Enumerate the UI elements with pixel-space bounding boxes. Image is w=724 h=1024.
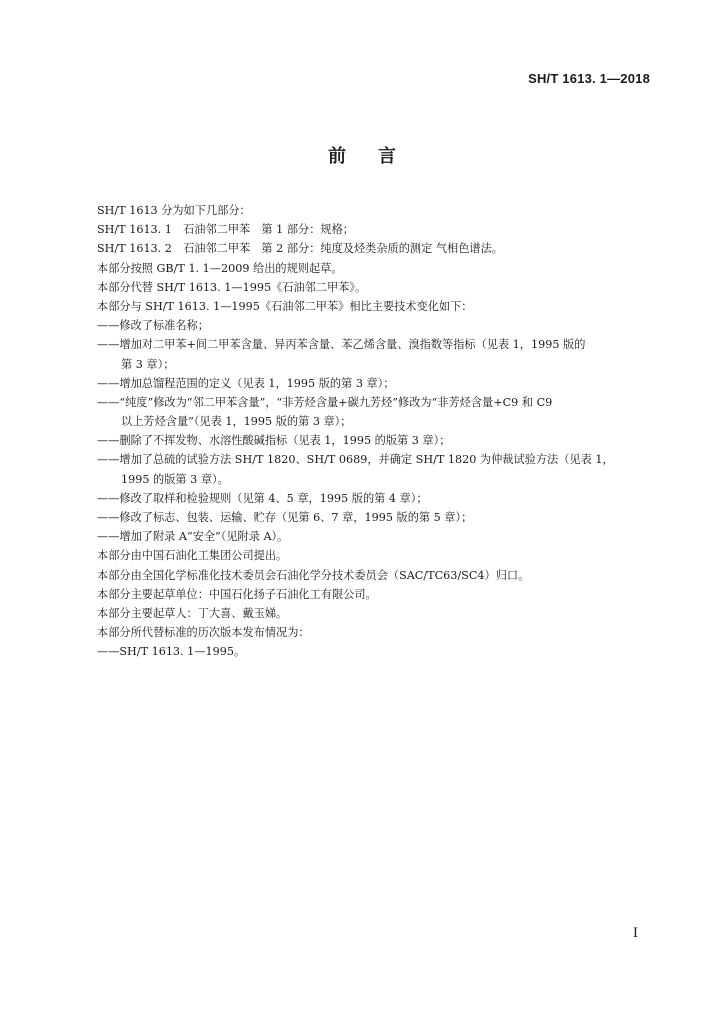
paragraph-replaces: 本部分代替 SH/T 1613. 1—1995《石油邻二甲苯》。	[97, 280, 367, 294]
standard-code: SH/T 1613. 1—2018	[528, 71, 650, 86]
paragraph-drafters: 本部分主要起草人：丁大喜、戴玉娣。	[97, 606, 288, 620]
change-item	[97, 508, 657, 527]
paragraph-drafting-rules: 本部分按照 GB/T 1. 1—2009 给出的规则起草。	[97, 261, 343, 275]
change-item	[97, 489, 657, 508]
paragraph-changes-intro: 本部分与 SH/T 1613. 1—1995《石油邻二甲苯》相比主要技术变化如下：	[97, 299, 473, 313]
paragraph-history-item: ——SH/T 1613. 1—1995。	[97, 645, 246, 659]
change-item-continuation: 以上芳烃含量”（见表 1，1995 版的第 3 章）；	[121, 415, 352, 429]
change-item-text: ——增加了附录 A“安全”（见附录 A）。	[97, 530, 289, 544]
change-item-continuation: 1995 的版第 3 章）。	[121, 472, 229, 486]
change-item	[97, 316, 657, 335]
change-item-text: ——增加对二甲苯+间二甲苯含量、异丙苯含量、苯乙烯含量、溴指数等指标（见表 1，1995 版的	[97, 338, 586, 352]
change-item	[97, 431, 657, 450]
change-item-text: ——修改了取样和检验规则（见第 4、5 章，1995 版的第 4 章）；	[97, 491, 428, 505]
change-item	[97, 527, 657, 546]
page-title: 前言	[328, 146, 428, 167]
change-item	[97, 335, 657, 373]
change-item-text: ——增加了总硫的试验方法 SH/T 1820、SH/T 0689，并确定 SH/T 1820 为仲裁试验方法（见表 1，	[97, 453, 614, 467]
paragraph-parts-intro: SH/T 1613 分为如下几部分：	[97, 204, 251, 217]
change-item-text: ——增加总馏程范围的定义（见表 1，1995 版的第 3 章）；	[97, 376, 395, 390]
paragraph-part-2: SH/T 1613. 2 石油邻二甲苯 第 2 部分：纯度及烃类杂质的测定 气相色谱法。	[97, 242, 503, 256]
paragraph-drafting-unit: 本部分主要起草单位：中国石化扬子石油化工有限公司。	[97, 587, 377, 601]
document-body	[97, 201, 657, 662]
paragraph-part-1: SH/T 1613. 1 石油邻二甲苯 第 1 部分：规格；	[97, 223, 354, 237]
paragraph-proposed-by: 本部分由中国石油化工集团公司提出。	[97, 549, 288, 563]
change-item	[97, 374, 657, 393]
change-item-text: ——“纯度”修改为“邻二甲苯含量”，“非芳烃含量+碳九芳烃”修改为“非芳烃含量+C9 和 C9	[97, 395, 553, 409]
paragraph-history-intro: 本部分所代替标准的历次版本发布情况为：	[97, 626, 310, 640]
page-number: I	[632, 926, 638, 941]
change-item-text: ——修改了标准名称；	[97, 319, 209, 333]
change-item-continuation: 第 3 章）；	[121, 357, 175, 371]
change-item	[97, 393, 657, 431]
change-item	[97, 450, 657, 488]
change-item-text: ——修改了标志、包装、运输、贮存（见第 6、7 章，1995 版的第 5 章）；	[97, 511, 473, 524]
change-item-text: ——删除了不挥发物、水溶性酸碱指标（见表 1，1995 的版第 3 章）；	[97, 434, 451, 448]
paragraph-centralized-by: 本部分由全国化学标准化技术委员会石油化学分技术委员会（SAC/TC63/SC4）归口。	[97, 568, 530, 582]
